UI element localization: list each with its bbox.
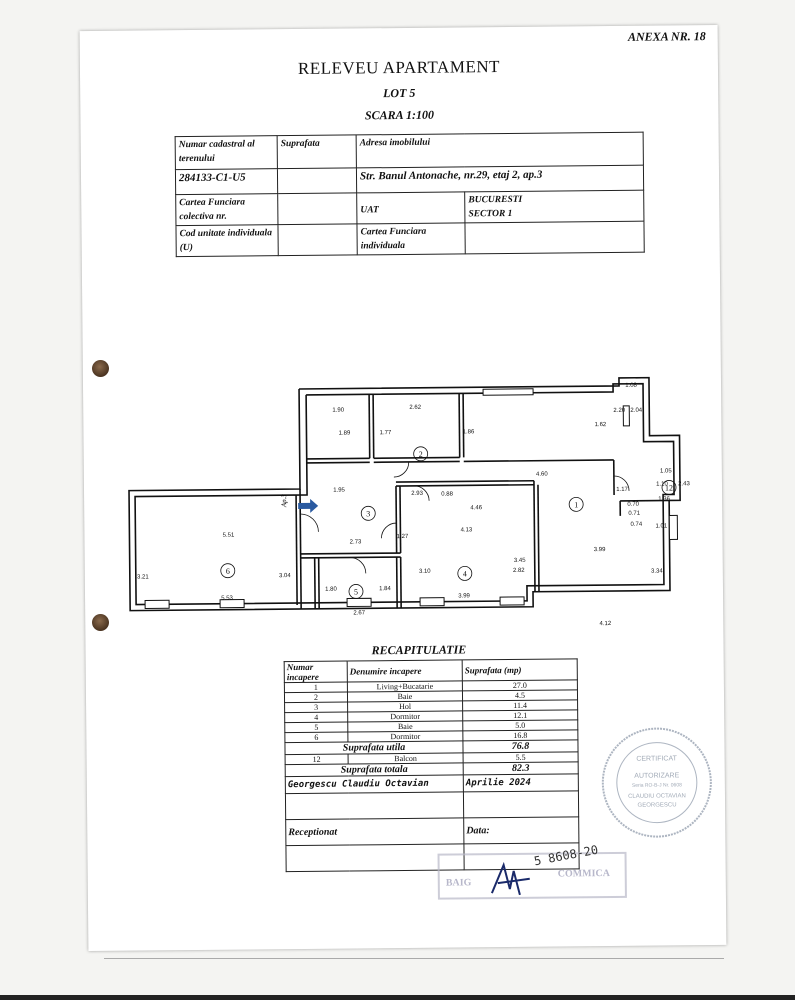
dim-label: 0.71 <box>628 510 641 517</box>
dim-label: 3.34 <box>650 568 663 575</box>
unit-code-value <box>278 224 357 256</box>
dim-label: 4.12 <box>599 621 612 628</box>
dim-label: 1.84 <box>379 586 391 593</box>
entrance-label: Ap.3 <box>280 494 289 508</box>
stamp-number: 5 8608-20 <box>532 842 600 869</box>
dim-label: 1.90 <box>332 407 345 414</box>
dim-label: 3.21 <box>136 574 149 581</box>
room-num: 4 <box>285 712 348 723</box>
room-area: 11.4 <box>463 700 578 711</box>
dim-label: 4.13 <box>460 527 473 534</box>
room-num: 3 <box>285 702 348 713</box>
dim-label: 2.73 <box>349 539 362 546</box>
dim-label: 2.62 <box>409 404 422 411</box>
dim-label: 1.80 <box>325 586 337 593</box>
dim-label: 1.17 <box>616 486 628 493</box>
signature <box>484 859 554 900</box>
binder-hole <box>92 360 109 377</box>
dim-label: 3.04 <box>278 573 291 580</box>
bottom-edge <box>0 995 795 1000</box>
room-5-label: 5 <box>353 587 359 597</box>
annex-number: ANEXA NR. 18 <box>627 29 706 44</box>
dim-label: 1.08 <box>625 382 637 389</box>
stamp-text: GEORGESCU <box>637 802 677 809</box>
plan-outer-wall <box>128 377 681 610</box>
total-area-label: Suprafata totala <box>285 763 463 777</box>
dim-label: 2.04 <box>630 407 643 414</box>
room-12-label: 12 <box>664 483 674 493</box>
stamp-text: CLAUDIU OCTAVIAN <box>628 793 686 800</box>
room-area: 27.0 <box>462 680 577 691</box>
room-3-label: 3 <box>366 509 371 519</box>
uat-sector: SECTOR 1 <box>468 208 513 220</box>
room-1-label: 1 <box>574 500 579 510</box>
room-name: Baie <box>348 721 463 732</box>
cf-individual-label: Cartea Funciara individuala <box>357 223 465 255</box>
room-num: 2 <box>284 692 347 703</box>
room-2-label: 2 <box>418 449 423 459</box>
total-area-value: 82.3 <box>463 762 578 775</box>
document-title: RELEVEU APARTAMENT <box>297 57 501 78</box>
dim-label: 1.95 <box>333 487 345 494</box>
dim-label: 0.70 <box>627 501 640 508</box>
entrance-arrow-icon <box>298 499 318 513</box>
dim-label: 3.10 <box>418 568 431 575</box>
dim-label: 5.51 <box>222 532 235 539</box>
room-area: 5.5 <box>463 752 578 763</box>
received-date-label: Data: <box>464 817 579 844</box>
util-area-label: Suprafata utila <box>285 741 463 755</box>
received-row <box>286 817 579 846</box>
col-area-header: Suprafata (mp) <box>462 659 577 681</box>
cf-individual-value <box>465 221 644 254</box>
dim-label: 3.45 <box>513 557 526 564</box>
recap-title: RECAPITULATIE <box>371 642 467 658</box>
room-num: 12 <box>285 754 348 765</box>
room-num: 6 <box>285 732 348 743</box>
util-area-value: 76.8 <box>463 740 578 753</box>
room-4-label: 4 <box>462 569 467 579</box>
dim-label: 2.43 <box>678 481 690 488</box>
address-label: Adresa imobilului <box>356 132 643 168</box>
dim-label: 1.10 <box>656 481 668 488</box>
uat-city: BUCURESTI <box>468 194 523 206</box>
room-name: Hol <box>348 701 463 712</box>
divider <box>104 958 724 959</box>
stamp-text: CERTIFICAT <box>636 755 677 763</box>
room-area: 16.8 <box>463 730 578 741</box>
room-area: 12.1 <box>463 710 578 721</box>
area-value <box>277 168 356 194</box>
dim-label: 1.36 <box>658 496 670 503</box>
dim-label: 2.82 <box>512 567 525 574</box>
cf-collective-value <box>278 193 357 225</box>
room-name: Dormitor <box>348 711 463 722</box>
dim-label: 1.86 <box>462 429 475 436</box>
dim-label: 2.67 <box>353 610 366 617</box>
dim-label: 3.99 <box>593 547 606 554</box>
dim-label: 2.20 <box>613 407 626 414</box>
room-6-label: 6 <box>225 566 230 576</box>
floor-plan <box>123 375 695 640</box>
dim-label: 1.27 <box>396 533 409 541</box>
received-label: Receptionat <box>286 818 464 846</box>
author-date: Aprilie 2024 <box>463 774 578 792</box>
stamp-text: COMMICA <box>557 868 610 880</box>
room-num: 5 <box>285 722 348 733</box>
unit-code-label: Cod unitate individuala (U) <box>176 225 278 257</box>
dim-label: 1.89 <box>338 430 351 437</box>
document-page <box>80 25 727 951</box>
room-area: 5.0 <box>463 720 578 731</box>
binder-hole <box>92 614 109 631</box>
scale-label: SCARA 1:100 <box>364 107 435 123</box>
room-name: Baie <box>347 691 462 702</box>
plan-outer-wall-inner <box>134 383 675 604</box>
col-name-header: Denumire incapere <box>347 660 462 682</box>
dim-label: 1.05 <box>659 468 672 475</box>
recap-header-row <box>284 659 577 683</box>
col-num-header: Numar incapere <box>284 661 347 683</box>
room-name: Living+Bucatarie <box>347 681 462 692</box>
uat-label: UAT <box>357 192 465 224</box>
room-area: 4.5 <box>462 690 577 701</box>
dim-label: 5.53 <box>221 595 233 602</box>
cadastral-value: 284133-C1-U5 <box>175 169 277 195</box>
dim-label: 2.93 <box>411 490 423 497</box>
cf-collective-label: Cartea Funciara colectiva nr. <box>176 194 278 226</box>
lot-label: LOT 5 <box>382 85 416 101</box>
stamp-text: Seria RO-B-J Nr. 0608 <box>631 782 682 789</box>
room-name: Balcon <box>348 753 463 764</box>
room-num: 1 <box>284 682 347 693</box>
dim-label: 1.01 <box>655 523 668 530</box>
stamp-text: BAIG <box>445 877 472 889</box>
dim-label: 1.62 <box>594 422 607 429</box>
uat-value <box>465 190 644 223</box>
recap-table <box>284 658 580 872</box>
certificate-stamp <box>599 725 714 840</box>
stamp-text: AUTORIZARE <box>634 772 680 780</box>
blank-row <box>285 791 578 820</box>
room-name: Dormitor <box>348 731 463 742</box>
cadastral-label: Numar cadastral al terenului <box>175 136 277 170</box>
dim-label: 3.99 <box>458 593 470 600</box>
property-info-table <box>175 132 645 257</box>
dim-label: 4.60 <box>536 471 548 478</box>
dim-label: 0.88 <box>441 491 453 498</box>
address-value: Str. Banul Antonache, nr.29, etaj 2, ap.3 <box>356 165 643 193</box>
author-name: Georgescu Claudiu Octavian <box>285 775 463 794</box>
dim-label: 0.74 <box>630 521 643 528</box>
area-label: Suprafata <box>277 135 356 169</box>
dim-label: 1.77 <box>379 430 392 437</box>
dim-label: 4.46 <box>470 505 483 512</box>
